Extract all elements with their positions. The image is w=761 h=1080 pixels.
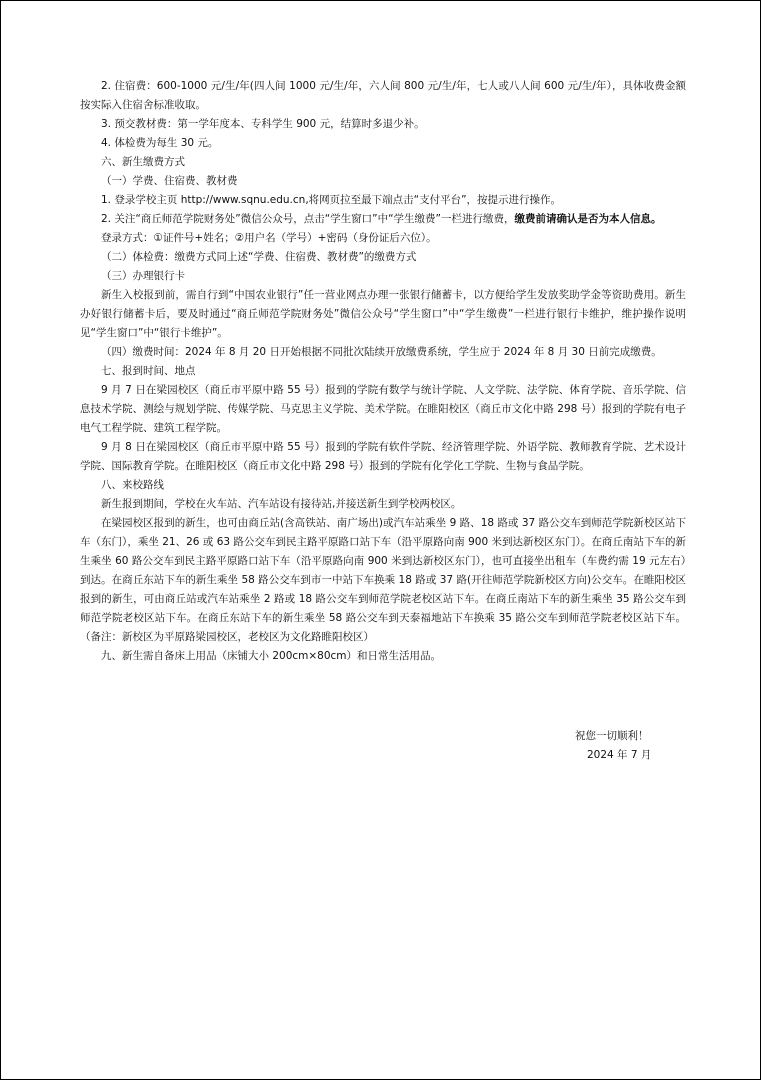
section-heading-bedding: 九、新生需自备床上用品（床铺大小 200cm×80cm）和日常生活用品。 (101, 650, 442, 662)
subsection-bank-card: （三）办理银行卡 (101, 270, 185, 282)
route-details: 在梁园校区报到的新生，也可由商丘站(含高铁站、南广场出)或汽车站乘坐 9 路、18 路或 37 路公交车到师范学院新校区站下车（东门），乘坐 21、26 或 63 路公交车到民主路平原路口站下车（沿平原路向南 900 米到达新校区东门）。在商丘南站下车的新生乘坐 60 路公交车到民主路平原路口站下车（沿平原路向南 900 米到达新校区东门），也可直接坐出租车（车费约需 19 元左右）到达。在商丘东站下车的新生乘坐 58 路公交车到市一中站下车换乘 18 路或 37 路(开往师范学院新校区方向)公交车。在睢阳校区报到的新生，可由商丘站或汽车站乘坐 2 路或 18 路公交车到师范学院老校区站下车。在商丘南站下车的新生乘坐 35 路公交车到师范学院老校区站下车。在商丘东站下车的新生乘坐 58 路公交车到天泰福地站下车换乘 35 路公交车到师范学院老校区站下车。（备注：新校区为平原路梁园校区，老校区为文化路睢阳校区） (80, 517, 686, 643)
registration-sept-8: 9 月 8 日在梁园校区（商丘市平原中路 55 号）报到的学院有软件学院、经济管理学院、外语学院、教师教育学院、艺术设计学院、国际教育学院。在睢阳校区（商丘市文化中路 298 号）报到的学院有化学化工学院、生物与食品学院。 (80, 441, 686, 472)
item-medical-exam-fee: 4. 体检费为每生 30 元。 (101, 137, 219, 149)
step-website-login: 1. 登录学校主页 http://www.sqnu.edu.cn,将网页拉至最下端点击“支付平台”，按提示进行操作。 (101, 194, 562, 206)
registration-sept-7: 9 月 7 日在梁园校区（商丘市平原中路 55 号）报到的学院有数学与统计学院、人文学院、法学院、体育学院、音乐学院、信息技术学院、测绘与规划学院、传媒学院、马克思主义学院、美术学院。在睢阳校区（商丘市文化中路 298 号）报到的学院有电子电气工程学院、建筑工程学院。 (80, 384, 686, 434)
closing-wish: 祝您一切顺利！ (575, 730, 649, 742)
subsection-medical-exam: （二）体检费：缴费方式同上述“学费、住宿费、教材费”的缴费方式 (101, 251, 417, 263)
subsection-tuition: （一）学费、住宿费、教材费 (101, 175, 238, 187)
bank-card-instructions: 新生入校报到前，需自行到“中国农业银行”任一营业网点办理一张银行储蓄卡，以方便给学生发放奖助学金等资助费用。新生办好银行储蓄卡后，要及时通过“商丘师范学院财务处”微信公众号“学生窗口”中“学生缴费”一栏进行银行卡维护，维护操作说明见“学生窗口”中“银行卡维护”。 (80, 289, 686, 339)
closing-date: 2024 年 7 月 (587, 749, 652, 761)
payment-time: （四）缴费时间：2024 年 8 月 20 日开始根据不同批次陆续开放缴费系统，学生应于 2024 年 8 月 30 日前完成缴费。 (101, 346, 662, 358)
item-accommodation-fee: 2. 住宿费：600-1000 元/生/年(四人间 1000 元/生/年，六人间 800 元/生/年，七人或八人间 600 元/生/年），具体收费金额按实际入住宿舍标准收取。 (80, 80, 686, 111)
section-heading-route: 八、来校路线 (101, 479, 164, 491)
route-reception: 新生报到期间，学校在火车站、汽车站设有接待站,并接送新生到学校两校区。 (101, 498, 462, 510)
item-textbook-fee: 3. 预交教材费：第一学年度本、专科学生 900 元，结算时多退少补。 (101, 118, 425, 130)
section-heading-registration: 七、报到时间、地点 (101, 365, 196, 377)
login-method: 登录方式：①证件号+姓名；②用户名（学号）+密码（身份证后六位）。 (101, 232, 437, 244)
wechat-payment-text: 2. 关注“商丘师范学院财务处”微信公众号，点击“学生窗口”中“学生缴费”一栏进行缴费， (101, 213, 515, 225)
wechat-payment-warning: 缴费前请确认是否为本人信息。 (514, 213, 662, 225)
step-wechat-payment (80, 210, 686, 229)
section-heading-payment: 六、新生缴费方式 (101, 156, 185, 168)
document-body (80, 77, 686, 666)
